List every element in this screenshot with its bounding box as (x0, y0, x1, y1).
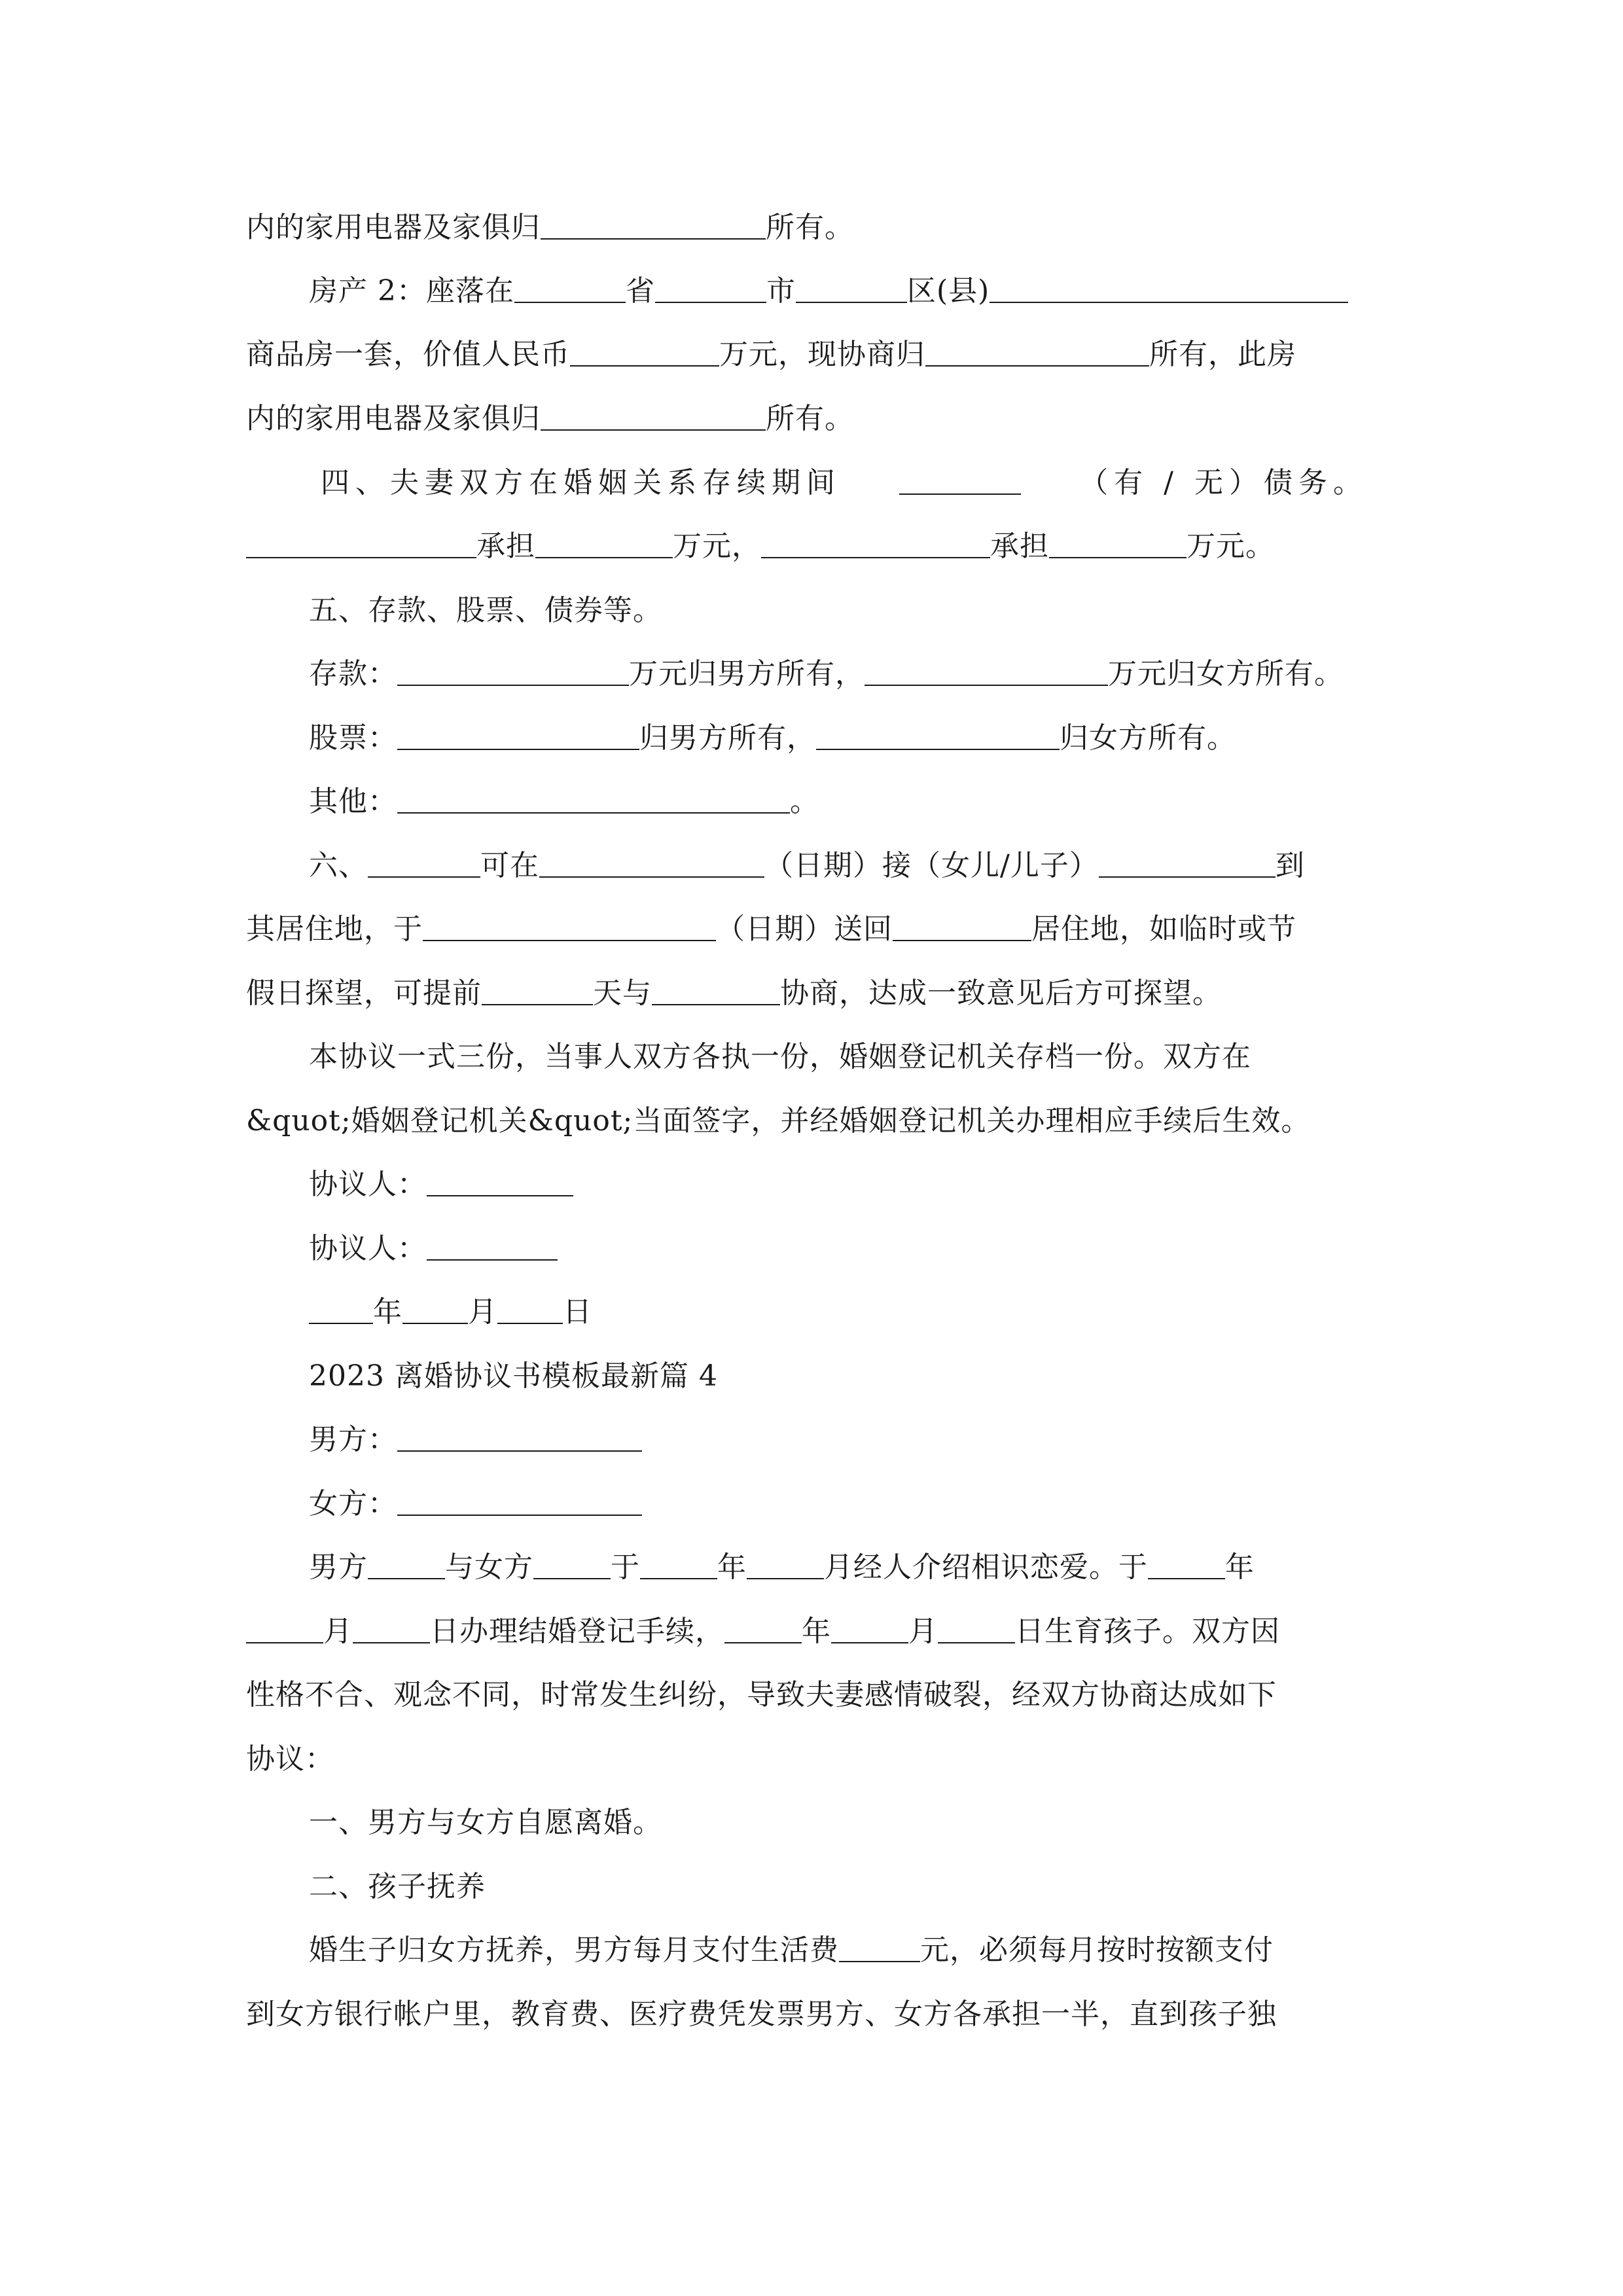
fill-blank (368, 846, 480, 878)
text-line: 二、孩子抚养 (309, 1870, 486, 1903)
fill-blank (990, 272, 1348, 303)
text-line: 假日探望，可提前 天与 协商，达成一致意见后方可探望。 (246, 974, 1378, 1013)
fill-blank (796, 272, 907, 303)
fill-blank (1049, 527, 1186, 558)
text-line: 股票： 归男方所有， 归女方所有。 (309, 719, 1441, 758)
fill-blank (865, 655, 1108, 686)
text-line: 月 日办理结婚登记手续， 年 月 日生育孩子。双方因 (246, 1612, 1378, 1651)
fill-blank (353, 1612, 430, 1643)
text-line: 女方： (309, 1484, 1441, 1524)
text-line: 承担 万元， 承担 万元。 (246, 527, 1378, 566)
fill-blank (570, 335, 719, 367)
fill-blank (539, 846, 764, 878)
fill-blank (246, 1612, 323, 1643)
fill-blank (839, 1931, 920, 1962)
text-line: 内的家用电器及家俱归 所有。 (246, 399, 1378, 439)
fill-blank (397, 782, 790, 814)
text-line: 其他： 。 (309, 782, 1441, 821)
fill-blank (368, 1548, 445, 1579)
fill-blank (640, 1548, 717, 1579)
section-heading: 2023 离婚协议书模板最新篇 4 (309, 1359, 718, 1393)
fill-blank (831, 1612, 908, 1643)
fill-blank (541, 399, 766, 431)
fill-blank (724, 1612, 802, 1643)
fill-blank (761, 527, 990, 558)
fill-blank (246, 527, 476, 558)
signature-line: 协议人： (309, 1229, 1441, 1268)
text-line: 协议： (246, 1742, 334, 1776)
fill-blank (1099, 846, 1275, 878)
fill-blank (533, 1548, 611, 1579)
text-line: 四、夫妻双方在婚姻关系存续期间 （有 / 无）债务。 (321, 463, 1368, 503)
text-line: 内的家用电器及家俱归 所有。 (246, 208, 1378, 247)
fill-blank (1148, 1548, 1225, 1579)
fill-blank (482, 974, 593, 1005)
text-line: 一、男方与女方自愿离婚。 (309, 1806, 662, 1839)
text-line: 商品房一套，价值人民币 万元，现协商归 所有，此房 (246, 335, 1378, 374)
fill-blank (816, 719, 1060, 750)
fill-blank (514, 272, 626, 303)
fill-blank (938, 1612, 1015, 1643)
date-line: 年 月 日 (309, 1293, 1441, 1332)
signature-line: 协议人： (309, 1165, 1441, 1204)
fill-blank (899, 463, 1021, 495)
fill-blank (397, 655, 629, 686)
text-line: 到女方银行帐户里，教育费、医疗费凭发票男方、女方各承担一半，直到孩子独 (246, 1998, 1277, 2031)
fill-blank (535, 527, 673, 558)
fill-blank (309, 1293, 373, 1324)
fill-blank (541, 208, 766, 240)
fill-blank (397, 719, 639, 750)
fill-blank (925, 335, 1149, 367)
text-line: 存款： 万元归男方所有， 万元归女方所有。 (309, 655, 1441, 694)
text-line: 婚生子归女方抚养，男方每月支付生活费 元，必须每月按时按额支付 (309, 1931, 1441, 1970)
text-line: 六、 可在 （日期）接（女儿/儿子） 到 (309, 846, 1441, 886)
fill-blank (893, 910, 1031, 941)
text-line: 性格不合、观念不同，时常发生纠纷，导致夫妻感情破裂，经双方协商达成如下 (246, 1678, 1277, 1712)
fill-blank (655, 272, 766, 303)
text-line: 其居住地，于 （日期）送回 居住地，如临时或节 (246, 910, 1378, 949)
text-line: &quot;婚姻登记机关&quot;当面签字，并经婚姻登记机关办理相应手续后生效。 (246, 1104, 1311, 1138)
fill-blank (397, 1484, 642, 1516)
text-line: 房产 2：座落在 省 市 区(县) (309, 272, 1378, 311)
fill-blank (423, 910, 716, 941)
text-line: 男方 与女方 于 年 月经人介绍相识恋爱。于 年 (309, 1548, 1441, 1587)
fill-blank (497, 1293, 563, 1324)
fill-blank (427, 1229, 558, 1261)
text-line: 男方： (309, 1420, 1441, 1460)
fill-blank (397, 1420, 642, 1452)
text-line: 五、存款、股票、债券等。 (309, 594, 662, 627)
text-line: 本协议一式三份，当事人双方各执一份，婚姻登记机关存档一份。双方在 (309, 1040, 1251, 1073)
fill-blank (652, 974, 780, 1005)
fill-blank (427, 1165, 573, 1196)
fill-blank (747, 1548, 824, 1579)
fill-blank (402, 1293, 468, 1324)
